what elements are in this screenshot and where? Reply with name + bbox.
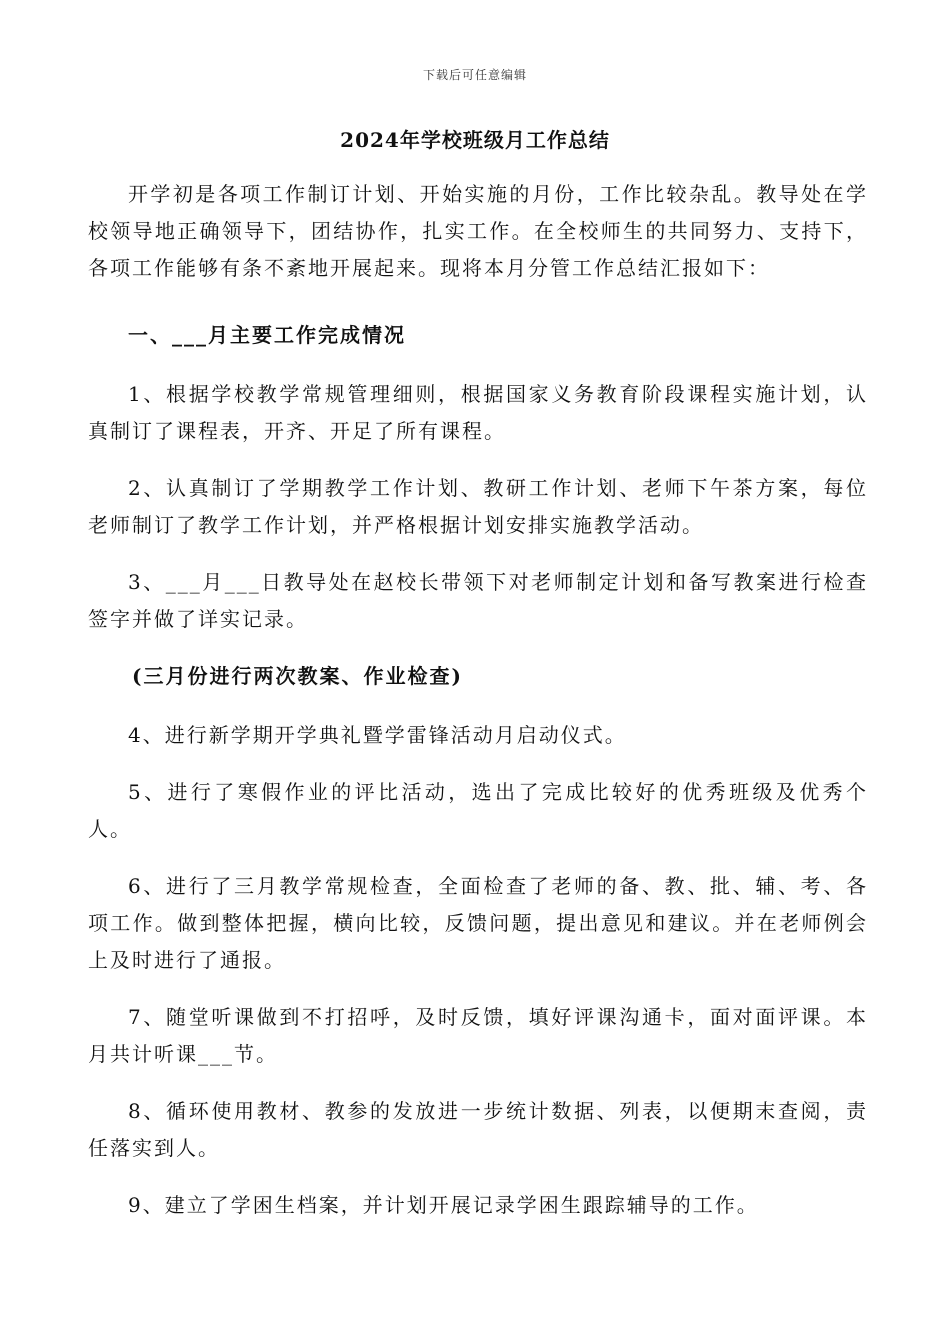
document-body: [88, 176, 868, 1244]
sub-heading: (三月份进行两次教案、作业检查): [132, 664, 463, 688]
list-item: 7、随堂听课做到不打招呼，及时反馈，填好评课沟通卡，面对面评课。本月共计听课___节。: [88, 1005, 868, 1066]
list-item: 3、___月___日教导处在赵校长带领下对老师制定计划和备写教案进行检查签字并做了详实记录。: [88, 570, 868, 631]
header-note: 下载后可任意编辑: [422, 68, 527, 82]
list-item: 2、认真制订了学期教学工作计划、教研工作计划、老师下午茶方案，每位老师制订了教学工作计划，并严格根据计划安排实施教学活动。: [88, 476, 868, 537]
section-heading: 一、___月主要工作完成情况: [128, 323, 406, 347]
document-title: 2024年学校班级月工作总结: [340, 128, 610, 152]
list-item: 8、循环使用教材、教参的发放进一步统计数据、列表，以便期末查阅，责任落实到人。: [88, 1099, 868, 1160]
list-item: 1、根据学校教学常规管理细则，根据国家义务教育阶段课程实施计划，认真制订了课程表，开齐、开足了所有课程。: [88, 382, 868, 443]
list-item: 4、进行新学期开学典礼暨学雷锋活动月启动仪式。: [128, 723, 627, 747]
list-item: 9、建立了学困生档案，并计划开展记录学困生跟踪辅导的工作。: [128, 1193, 759, 1217]
list-item: 6、进行了三月教学常规检查，全面检查了老师的备、教、批、辅、考、各项工作。做到整体把握，横向比较，反馈问题，提出意见和建议。并在老师例会上及时进行了通报。: [88, 874, 868, 972]
list-item: 5、进行了寒假作业的评比活动，选出了完成比较好的优秀班级及优秀个人。: [88, 780, 868, 841]
intro-paragraph: 开学初是各项工作制订计划、开始实施的月份，工作比较杂乱。教导处在学校领导地正确领导下，团结协作，扎实工作。在全校师生的共同努力、支持下，各项工作能够有条不紊地开展起来。现将本月分管工作总结汇报如下：: [88, 182, 868, 280]
